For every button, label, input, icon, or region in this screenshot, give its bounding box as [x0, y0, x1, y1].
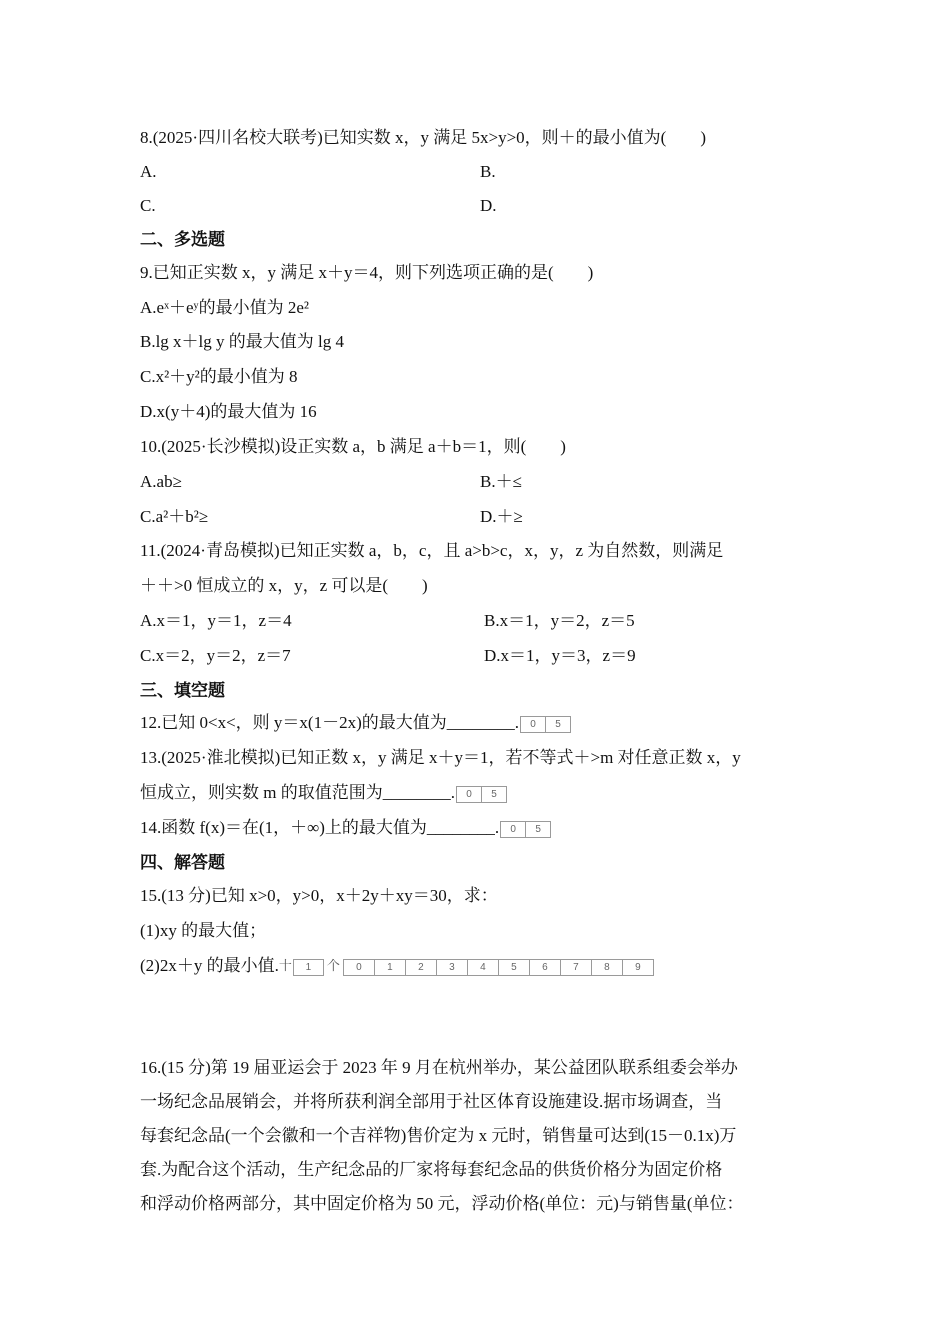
score-cell[interactable]: 8: [591, 959, 623, 976]
score-cell[interactable]: 5: [545, 716, 571, 733]
text-line: [140, 127, 706, 149]
line-text: D.x(y＋4)的最大值为 16: [140, 402, 317, 421]
score-cell[interactable]: 0: [456, 786, 482, 803]
score-cell[interactable]: 1: [293, 959, 324, 976]
text-line: [140, 297, 309, 319]
text-line: [140, 195, 156, 217]
line-text: 16.(15 分)第 19 届亚运会于 2023 年 9 月在杭州举办，某公益团队联系组委会举办: [140, 1058, 738, 1077]
text-line: [480, 161, 496, 183]
text-line: [484, 645, 636, 667]
section-heading: [140, 852, 225, 874]
text-line: [140, 747, 741, 769]
score-box[interactable]: [501, 821, 551, 838]
line-text: 和浮动价格两部分，其中固定价格为 50 元，浮动价格(单位：元)与销售量(单位：: [140, 1194, 744, 1213]
line-text: D.＋≥: [480, 507, 523, 526]
text-line: [480, 506, 523, 528]
score-box[interactable]: [457, 786, 507, 803]
text-line: [140, 610, 292, 632]
text-line: [140, 1091, 722, 1113]
score-cell[interactable]: 0: [520, 716, 546, 733]
text-line: [140, 817, 551, 839]
line-text: 套.为配合这个活动，生产纪念品的厂家将每套纪念品的供货价格分为固定价格: [140, 1160, 723, 1179]
line-text: A.x＝1，y＝1，z＝4: [140, 611, 292, 630]
line-text: C.a²＋b²≥: [140, 507, 209, 526]
score-cell[interactable]: 2: [405, 959, 437, 976]
line-text: B.＋≤: [480, 472, 522, 491]
line-text: 9.已知正实数 x，y 满足 x＋y＝4，则下列选项正确的是( ): [140, 263, 594, 282]
text-line: [140, 1125, 736, 1147]
text-line: [140, 782, 507, 804]
line-text: D.x＝1，y＝3，z＝9: [484, 646, 636, 665]
text-line: [140, 712, 571, 734]
line-text: 11.(2024·青岛模拟)已知正实数 a，b，c，且 a>b>c，x，y，z 为自然数，则满足: [140, 541, 724, 560]
line-text: 恒成立，则实数 m 的取值范围为________.: [140, 783, 455, 802]
text-line: [484, 610, 635, 632]
score-box-ones[interactable]: [344, 959, 654, 976]
line-text: 一场纪念品展销会，并将所获利润全部用于社区体育设施建设.据市场调查，当: [140, 1092, 723, 1111]
score-cell[interactable]: 7: [560, 959, 592, 976]
score-cell[interactable]: 5: [481, 786, 507, 803]
line-text: 14.函数 f(x)＝在(1，＋∞)上的最大值为________.: [140, 818, 500, 837]
line-text: B.lg x＋lg y 的最大值为 lg 4: [140, 332, 345, 351]
score-cell[interactable]: 5: [525, 821, 551, 838]
score-cell[interactable]: 1: [374, 959, 406, 976]
line-text: C.x²＋y²的最小值为 8: [140, 367, 298, 386]
text-line: [480, 195, 497, 217]
ones-mark: 个: [326, 958, 340, 973]
score-box-tens[interactable]: [294, 959, 324, 976]
line-text: A.ab≥: [140, 472, 182, 491]
section-heading: [140, 680, 225, 702]
score-cell[interactable]: 5: [498, 959, 530, 976]
text-line: [140, 540, 723, 562]
line-text: 每套纪念品(一个会徽和一个吉祥物)售价定为 x 元时，销售量可达到(15－0.1x)万: [140, 1126, 737, 1145]
line-text: A.: [140, 162, 157, 181]
text-line: [140, 885, 498, 907]
text-line: [140, 575, 428, 597]
text-line: [140, 920, 266, 942]
line-text: C.x＝2，y＝2，z＝7: [140, 646, 291, 665]
line-text: B.x＝1，y＝2，z＝5: [484, 611, 635, 630]
score-cell[interactable]: 0: [500, 821, 526, 838]
tens-mark: 十: [278, 958, 292, 973]
line-text: (2)2x＋y 的最小值.: [140, 956, 279, 975]
line-text: 15.(13 分)已知 x>0，y>0，x＋2y＋xy＝30，求：: [140, 886, 498, 905]
line-text: ＋＋>0 恒成立的 x，y，z 可以是( ): [140, 576, 428, 595]
text-line: [140, 401, 317, 423]
text-line: [140, 506, 208, 528]
score-cell[interactable]: 6: [529, 959, 561, 976]
text-line: [140, 471, 182, 493]
line-text: 13.(2025·淮北模拟)已知正数 x，y 满足 x＋y＝1，若不等式＋>m 对任意正数 x，y: [140, 748, 741, 767]
line-text: 四、解答题: [140, 853, 225, 873]
score-box[interactable]: [521, 716, 571, 733]
line-text: (1)xy 的最大值；: [140, 921, 267, 940]
text-line: [140, 262, 593, 284]
text-line: [140, 436, 566, 458]
section-heading: [140, 229, 225, 251]
text-line: [140, 331, 344, 353]
text-line: [140, 1193, 743, 1215]
line-text: 12.已知 0<x<，则 y＝x(1－2x)的最大值为________.: [140, 713, 519, 732]
score-cell[interactable]: 0: [343, 959, 375, 976]
line-text: D.: [480, 196, 497, 215]
score-cell[interactable]: 3: [436, 959, 468, 976]
line-text: B.: [480, 162, 496, 181]
score-cell[interactable]: 4: [467, 959, 499, 976]
line-text: A.eˣ＋eʸ的最小值为 2e²: [140, 298, 309, 317]
text-line: [480, 471, 522, 493]
score-cell[interactable]: 9: [622, 959, 654, 976]
text-line: [140, 645, 291, 667]
text-line: [140, 1159, 722, 1181]
line-text: 10.(2025·长沙模拟)设正实数 a，b 满足 a＋b＝1，则( ): [140, 437, 566, 456]
line-text: C.: [140, 196, 156, 215]
line-text: 8.(2025·四川名校大联考)已知实数 x，y 满足 5x>y>0，则＋的最小值为( ): [140, 128, 706, 147]
text-line: [140, 955, 654, 977]
line-text: 二、多选题: [140, 230, 225, 250]
text-line: [140, 1057, 738, 1079]
text-line: [140, 366, 298, 388]
line-text: 三、填空题: [140, 681, 225, 701]
text-line: [140, 161, 157, 183]
